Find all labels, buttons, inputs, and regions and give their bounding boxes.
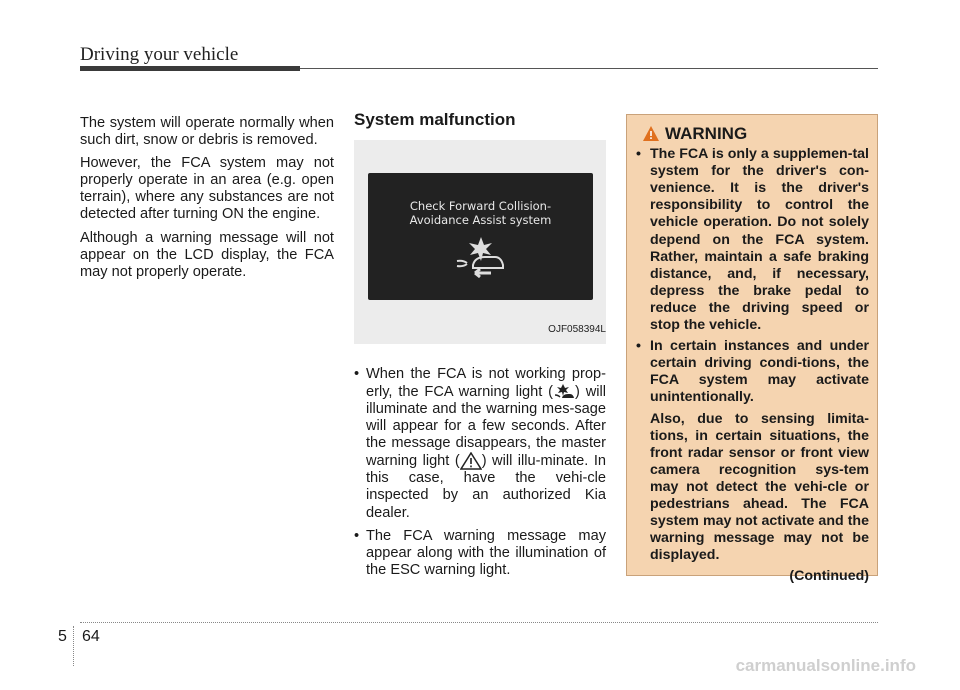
page-number: 64	[82, 628, 100, 645]
warning-title-text: WARNING	[665, 124, 748, 143]
list-item: • The FCA is only a supplemen-tal system for the driver's con-venience. It is the driver's responsibility to control the vehicle operation. Do not solely depend on the FCA system. Rather, maintain a safe braking distance, and, if necessary, depress the brake pedal to reduce the driving speed or stop the vehicle.	[636, 146, 869, 334]
warning-title	[643, 125, 877, 142]
warning-box	[626, 114, 878, 585]
lcd-message	[368, 199, 593, 227]
paragraph: Although a warning message will not appear on the LCD display, the FCA may not properly operate.	[80, 229, 334, 280]
watermark: carmanualsonline.info	[735, 656, 916, 675]
header-bar	[80, 66, 300, 71]
left-column	[80, 115, 334, 287]
footer-rule	[80, 622, 878, 623]
section-title: System malfunction	[354, 110, 516, 129]
continued-label: (Continued)	[789, 568, 869, 585]
paragraph: However, the FCA system may not properly operate in an area (e.g. open terrain), where any substances are not detected after turning ON the engine.	[80, 155, 334, 223]
fca-collision-icon	[453, 235, 513, 279]
page-header-title: Driving your vehicle	[80, 44, 239, 65]
bullet-text: When the FCA is not working prop-erly, the FCA warning light (	[366, 366, 606, 400]
header-rule	[300, 68, 878, 69]
lcd-line: Check Forward Collision-	[409, 199, 552, 213]
middle-column	[354, 110, 606, 585]
lcd-figure	[354, 140, 606, 344]
bullet-text: ) will illuminate and the warning mes-sage will appear for a few seconds. After the message disappears, the master warning light (	[366, 383, 607, 470]
list-item: • The FCA warning message may appear along with the illumination of the ESC warning light.	[354, 528, 606, 579]
warning-subtext: Also, due to sensing limita-tions, in certain situations, the front radar sensor or front view camera recognition sys-tem may not detect the vehi-cle or pedestrians ahead. The FCA system may not activate and the warning message may not be displayed.	[650, 410, 869, 564]
section-number: 5	[58, 628, 67, 645]
warning-triangle-icon	[643, 126, 659, 141]
bullet-text: ) will illu-minate. In this case, have the vehi-cle inspected by an authorized Kia dealer.	[366, 453, 606, 521]
fca-warning-light-icon	[553, 383, 575, 401]
footer-divider	[73, 626, 75, 666]
paragraph: The system will operate normally when such dirt, snow or debris is removed.	[80, 115, 334, 149]
figure-code: OJF058394L	[548, 324, 606, 335]
warning-text: In certain instances and under certain driving condi-tions, the FCA system may activate unintentionally.	[650, 338, 869, 406]
list-item	[636, 338, 869, 564]
list-item	[354, 366, 606, 522]
lcd-display	[368, 173, 593, 300]
warning-list	[627, 146, 877, 564]
lcd-line: Avoidance Assist system	[409, 213, 552, 227]
malfunction-bullets	[354, 366, 606, 579]
master-warning-icon	[460, 452, 482, 470]
